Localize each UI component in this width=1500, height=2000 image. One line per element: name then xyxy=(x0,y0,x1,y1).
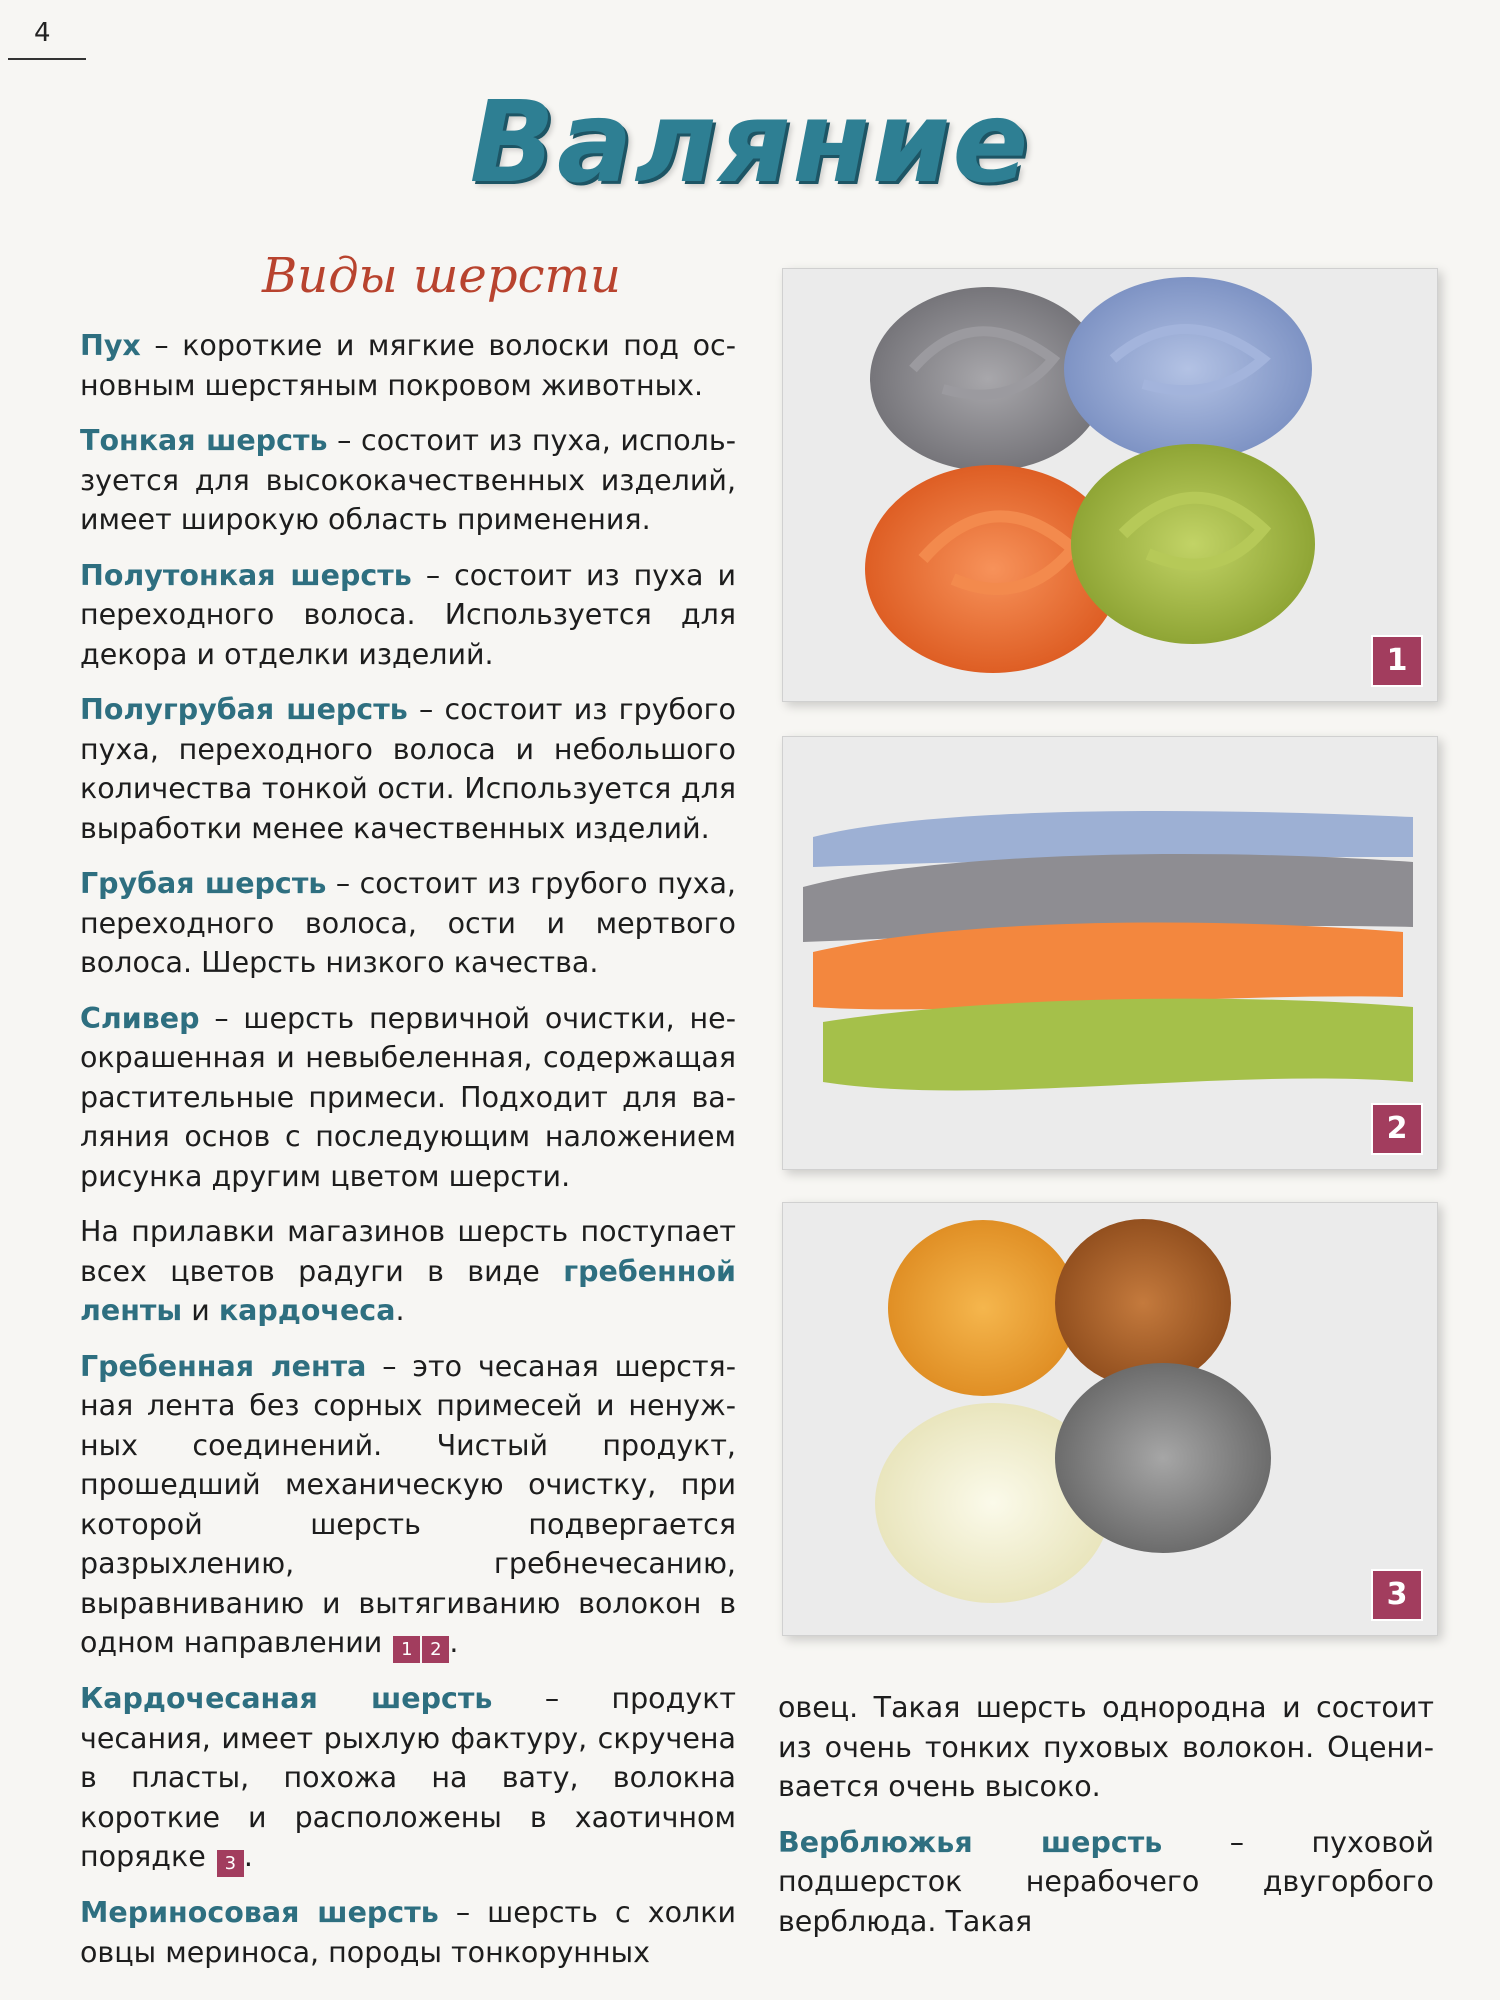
definition-text: – продукт чесания, имеет рыхлую фактуру, скручена в пласты, похожа на вату, волокна короткие и расположены в хаотичном порядке xyxy=(80,1682,737,1873)
merino-continued-text: овец. Такая шерсть однородна и состоит из очень тонких пуховых волокон. Оценивается очень высоко. xyxy=(778,1691,1434,1803)
definition-text: – состоит из грубого пуха, переходного волоса и небольшого количества тонкой ости. Используется для выработки менее качественных изделий. xyxy=(80,693,736,845)
photo-carded-wool xyxy=(782,1202,1438,1636)
shops-paragraph xyxy=(80,1212,736,1331)
paragraph-text: и xyxy=(182,1294,219,1327)
definition-text: – состоит из грубого пуха, переходного волоса, ости и мертвого волоса. Шерсть низкого качества. xyxy=(80,867,736,979)
green-wool-strip xyxy=(823,999,1413,1091)
definition-semicoarse-wool xyxy=(80,690,736,848)
photo-reference-badge: 3 xyxy=(217,1850,244,1877)
definition-text: – короткие и мягкие волоски под основным шерстяным покровом животных. xyxy=(80,329,736,402)
left-column xyxy=(80,326,736,1988)
term: Грубая шерсть xyxy=(80,867,327,900)
definition-text: – это чесаная шерстяная лента без сорных примесей и ненужных соединений. Чистый продукт, прошедший механическую очистку, при которой шерсть подвергается разрыхлению, гребнечесанию, выравниванию и вытягиванию волокон в одном направлении xyxy=(80,1349,736,1659)
term: Сливер xyxy=(80,1001,200,1035)
orange-carded-tuft xyxy=(888,1220,1078,1396)
term-comb-tape: гребенной ленты xyxy=(80,1254,736,1327)
green-wool-ball xyxy=(1071,444,1315,644)
paragraph-text: . xyxy=(395,1294,405,1327)
right-column xyxy=(778,1688,1434,1957)
gray-carded-tuft xyxy=(1055,1363,1271,1553)
definition-fine-wool xyxy=(80,421,736,540)
page-title: Валяние xyxy=(469,78,1031,208)
definition-semifine-wool xyxy=(80,556,736,675)
term: Кардочесаная шерсть xyxy=(80,1682,493,1715)
wool-rovings-illustration xyxy=(783,269,1437,701)
photo-reference-badge: 2 xyxy=(422,1636,449,1663)
definition-text: – шерсть первичной очистки, неокрашенная и невыбеленная, содержащая растительные примеси. Подходит для валяния основ с последующим наложением рисунка другим цветом шерсти. xyxy=(80,1001,736,1193)
definition-text: – пуховой подшерсток нерабочего двугорбого верблюда. Такая xyxy=(778,1825,1434,1938)
definition-fluff xyxy=(80,326,736,405)
photo-wool-rovings xyxy=(782,268,1438,702)
carded-wool-illustration xyxy=(783,1203,1437,1635)
definition-text: . xyxy=(449,1626,459,1659)
paragraph-text: На прилавки магазинов шерсть поступает всех цветов радуги в виде xyxy=(80,1215,736,1288)
definition-sliver xyxy=(80,999,736,1197)
definition-merino-wool xyxy=(80,1893,736,1972)
term: Мериносовая шерсть xyxy=(80,1896,439,1929)
page-number-rule xyxy=(8,58,86,60)
photo-number-badge: 2 xyxy=(1371,1103,1423,1155)
term: Гребенная лента xyxy=(80,1349,367,1383)
definition-coarse-wool xyxy=(80,864,736,983)
brown-carded-tuft xyxy=(1055,1219,1231,1387)
definition-comb-tape xyxy=(80,1347,736,1664)
photo-wool-strips xyxy=(782,736,1438,1170)
term: Верблюжья шерсть xyxy=(778,1825,1163,1859)
definition-text: – шерсть с холки овцы мериноса, породы тонкорунных xyxy=(80,1896,736,1969)
definition-camel-wool xyxy=(778,1823,1434,1942)
definition-text: . xyxy=(243,1840,253,1873)
definition-carded-wool xyxy=(80,1679,736,1877)
definition-text: – состоит из пуха, используется для высококачественных изделий, имеет широкую область применения. xyxy=(80,424,736,536)
photo-number-badge: 1 xyxy=(1371,635,1423,687)
term: Полугрубая шерсть xyxy=(80,693,408,726)
term-carded: кардочеса xyxy=(218,1294,396,1327)
term: Тонкая шерсть xyxy=(80,424,328,457)
wool-strips-illustration xyxy=(783,737,1437,1169)
photo-number-badge: 3 xyxy=(1371,1569,1423,1621)
section-subtitle: Виды шерсти xyxy=(262,248,621,304)
photo-reference-badge: 1 xyxy=(393,1636,420,1663)
term: Пух xyxy=(80,329,141,362)
blue-wool-ball xyxy=(1064,277,1312,461)
term: Полутонкая шерсть xyxy=(80,558,412,592)
definition-text: – состоит из пуха и переходного волоса. Используется для декора и отделки изделий. xyxy=(80,558,737,671)
page-number: 4 xyxy=(34,18,51,48)
